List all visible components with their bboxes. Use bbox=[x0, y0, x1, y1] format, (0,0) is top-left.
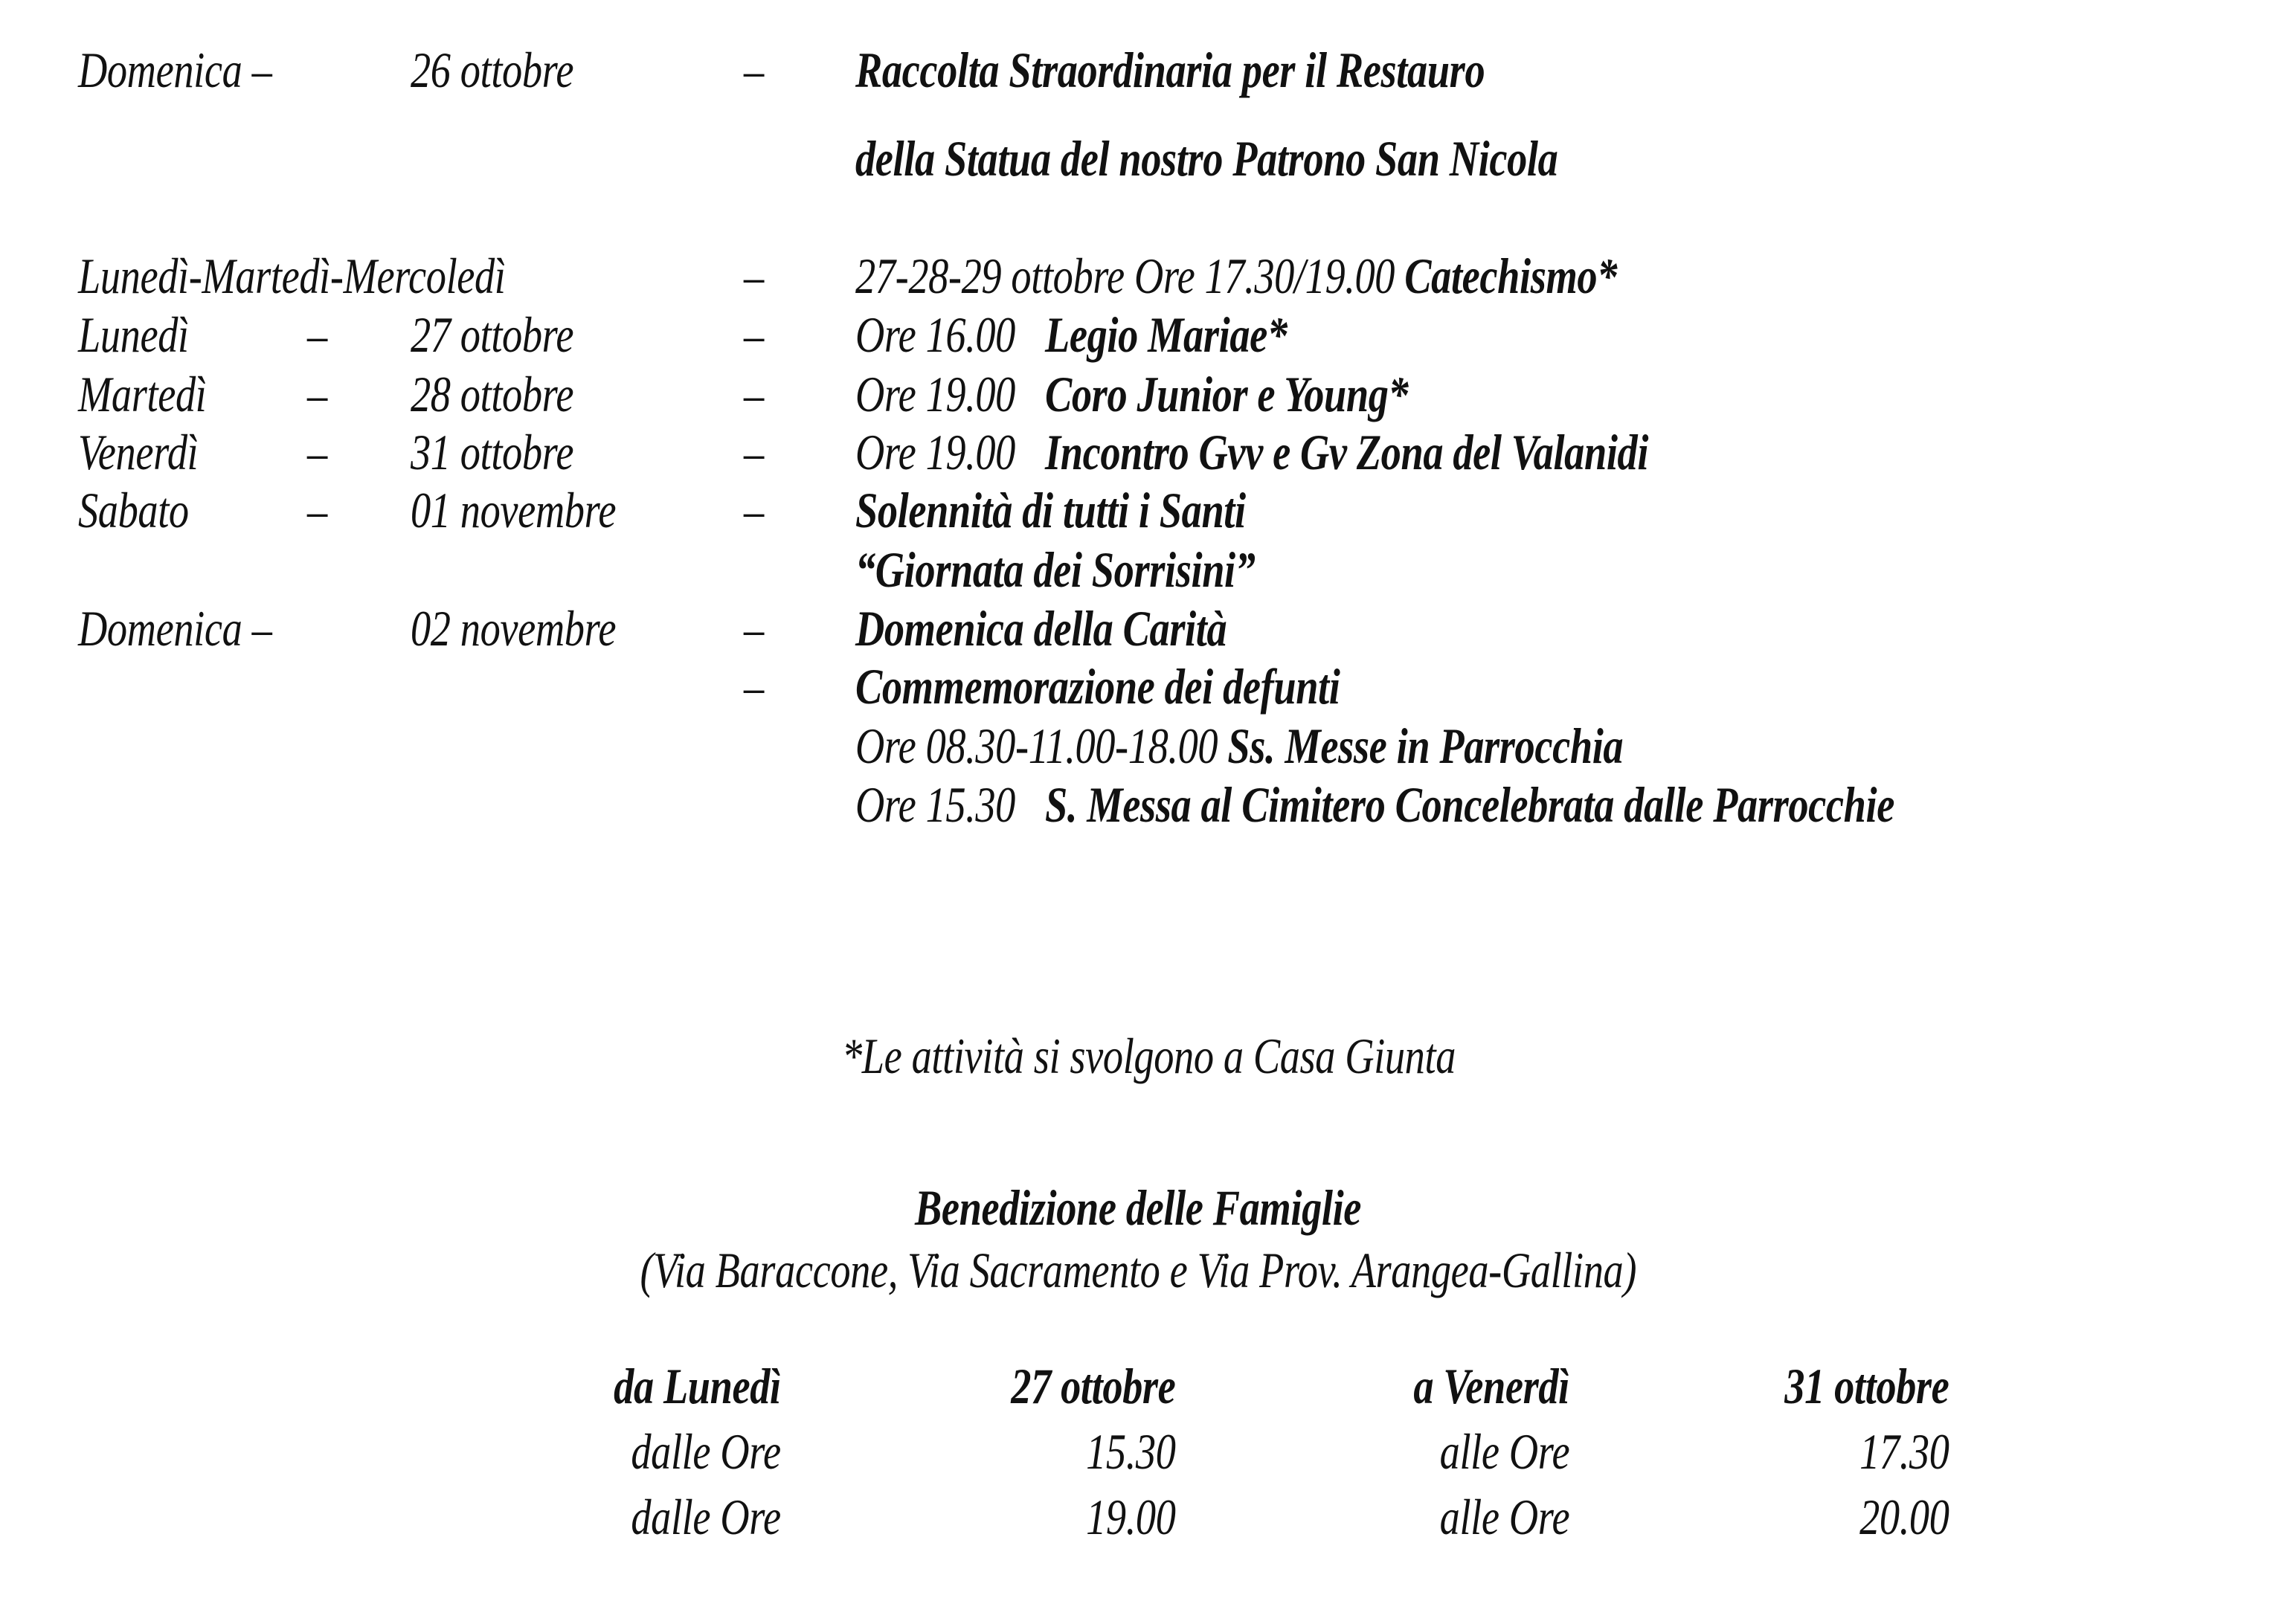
schedule-dash-text: – bbox=[744, 482, 764, 539]
blessing-to-day bbox=[1257, 1353, 1569, 1419]
schedule-event-name: Legio Mariae* bbox=[1044, 306, 1288, 363]
schedule-dash-text: – bbox=[307, 365, 327, 422]
schedule-row bbox=[0, 30, 2276, 109]
schedule-day-text: Domenica – bbox=[78, 599, 272, 657]
schedule-event-time: Ore 08.30-11.00-18.00 bbox=[855, 718, 1228, 775]
schedule-event-time: 27-28-29 ottobre Ore 17.30/19.00 bbox=[855, 248, 1405, 305]
schedule-day-text: Venerdì bbox=[78, 424, 199, 480]
schedule-dash-text: – bbox=[744, 248, 764, 305]
blessing-title-text: Benedizione delle Famiglie bbox=[914, 1179, 1362, 1236]
activities-footnote-text: *Le attività si svolgono a Casa Giunta bbox=[842, 1028, 1456, 1084]
schedule-event-line bbox=[855, 765, 1894, 844]
schedule-dash-text: – bbox=[744, 365, 764, 422]
schedule-day-text: Martedì bbox=[78, 365, 207, 422]
blessing-to-day-text: a Venerdì bbox=[1413, 1358, 1569, 1414]
schedule-event-description bbox=[855, 765, 2154, 844]
schedule-event-name: Catechismo* bbox=[1404, 248, 1618, 305]
schedule-day-text: Sabato bbox=[78, 482, 189, 539]
schedule-dash-text: – bbox=[744, 42, 764, 99]
schedule-event-name: Coro Junior e Young* bbox=[1044, 365, 1409, 422]
blessing-from-date bbox=[833, 1419, 1175, 1484]
schedule-dash-separator bbox=[744, 30, 769, 109]
schedule-day bbox=[78, 30, 320, 109]
schedule-event-description bbox=[855, 119, 1734, 198]
schedule-dash-text: – bbox=[307, 482, 327, 539]
schedule-day-text: Lunedì-Martedì-Mercoledì bbox=[78, 248, 506, 305]
blessing-subtitle-text: (Via Baraccone, Via Sacramento e Via Prov. Arangea-Gallina) bbox=[640, 1242, 1636, 1298]
blessing-from-date-text: 15.30 bbox=[1085, 1423, 1175, 1480]
blessing-from-date bbox=[833, 1353, 1175, 1419]
schedule-dash-text: – bbox=[744, 424, 764, 480]
schedule-event-name: Solennità di tutti i Santi bbox=[855, 482, 1246, 539]
blessing-from-date-text: 27 ottobre bbox=[1010, 1358, 1175, 1414]
blessing-from-date bbox=[833, 1484, 1175, 1550]
schedule-event-name: della Statua del nostro Patrono San Nicola bbox=[855, 129, 1558, 187]
schedule-dash-text: – bbox=[307, 306, 327, 363]
blessing-from-date-text: 19.00 bbox=[1085, 1489, 1175, 1545]
schedule-event-description bbox=[855, 30, 1642, 109]
schedule-event-name: Commemorazione dei defunti bbox=[855, 658, 1340, 715]
schedule-event-name: Domenica della Carità bbox=[855, 599, 1227, 657]
blessing-to-day-text: alle Ore bbox=[1439, 1489, 1569, 1545]
schedule-event-time: Ore 15.30 bbox=[855, 776, 1045, 833]
schedule-date-text: 02 novembre bbox=[411, 599, 617, 657]
blessing-to-date bbox=[1629, 1484, 1949, 1550]
blessing-to-date-text: 31 ottobre bbox=[1784, 1358, 1949, 1414]
blessing-to-day bbox=[1257, 1419, 1569, 1484]
schedule-day-text: Lunedì bbox=[78, 306, 189, 363]
schedule-date-text: 31 ottobre bbox=[411, 424, 574, 480]
schedule-date-text: 01 novembre bbox=[411, 482, 617, 539]
schedule-event-name: Incontro Gvv e Gv Zona del Valanidi bbox=[1044, 424, 1649, 480]
schedule-dash-text: – bbox=[744, 658, 764, 715]
schedule-dash-text: – bbox=[744, 306, 764, 363]
blessing-title bbox=[0, 1172, 2276, 1243]
schedule-event-name: Raccolta Straordinaria per il Restauro bbox=[855, 42, 1485, 99]
blessing-to-date-text: 20.00 bbox=[1859, 1489, 1949, 1545]
schedule-event-time: Ore 19.00 bbox=[855, 365, 1045, 422]
schedule-date-text: 27 ottobre bbox=[411, 306, 574, 363]
blessing-from-day-text: dalle Ore bbox=[631, 1423, 781, 1480]
blessing-to-date bbox=[1629, 1353, 1949, 1419]
blessing-from-day bbox=[0, 1419, 781, 1484]
schedule-row bbox=[0, 765, 2276, 844]
schedule-event-time: Ore 16.00 bbox=[855, 306, 1045, 363]
schedule-dash-text: – bbox=[307, 424, 327, 480]
blessing-subtitle bbox=[0, 1234, 2276, 1306]
blessing-to-date bbox=[1629, 1419, 1949, 1484]
schedule-event-line bbox=[855, 30, 1485, 109]
schedule-date-text: 28 ottobre bbox=[411, 365, 574, 422]
blessing-from-day bbox=[0, 1353, 781, 1419]
schedule-event-line bbox=[855, 119, 1557, 198]
blessing-table-row bbox=[0, 1419, 2276, 1484]
schedule-event-name: “Giornata dei Sorrisini” bbox=[855, 541, 1256, 599]
blessing-from-day-text: da Lunedì bbox=[614, 1358, 781, 1414]
schedule-day-text: Domenica – bbox=[78, 42, 272, 99]
schedule-date-text: 26 ottobre bbox=[411, 42, 574, 99]
schedule-dash-text: – bbox=[744, 599, 764, 657]
blessing-to-day-text: alle Ore bbox=[1439, 1423, 1569, 1480]
schedule-event-name: S. Messa al Cimitero Concelebrata dalle Parrocchie bbox=[1044, 776, 1894, 833]
schedule-row bbox=[0, 119, 2276, 198]
activities-footnote bbox=[842, 1020, 1609, 1092]
blessing-to-date-text: 17.30 bbox=[1859, 1423, 1949, 1480]
blessing-to-day bbox=[1257, 1484, 1569, 1550]
schedule-event-time: Ore 19.00 bbox=[855, 424, 1045, 480]
schedule-event-name: Ss. Messe in Parrocchia bbox=[1227, 718, 1624, 775]
blessing-from-day-text: dalle Ore bbox=[631, 1489, 781, 1545]
blessing-table-row bbox=[0, 1484, 2276, 1550]
schedule-date bbox=[411, 30, 614, 109]
blessing-table-row bbox=[0, 1353, 2276, 1419]
blessing-from-day bbox=[0, 1484, 781, 1550]
